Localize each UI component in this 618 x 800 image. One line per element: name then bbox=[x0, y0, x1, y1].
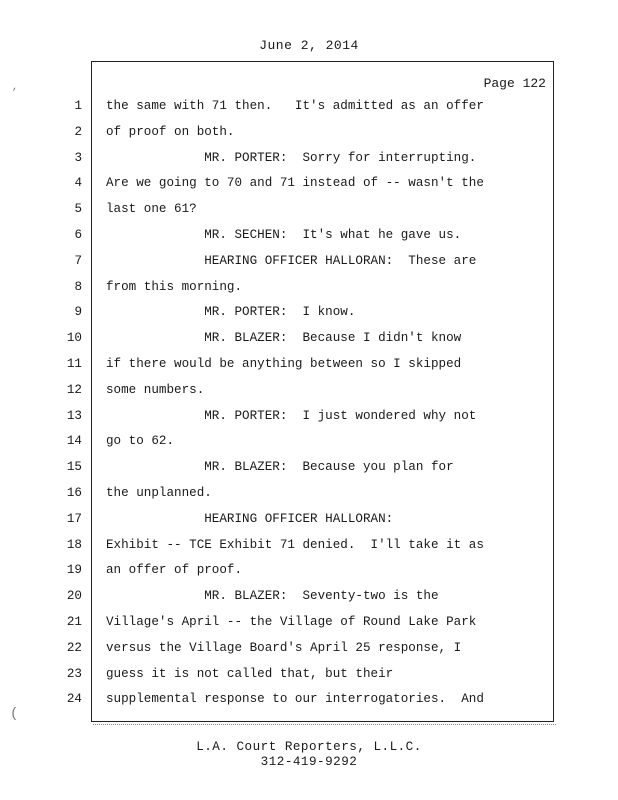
transcript-date: June 2, 2014 bbox=[259, 38, 359, 53]
line-number: 15 bbox=[66, 460, 82, 475]
transcript-line bbox=[0, 429, 618, 455]
line-number: 8 bbox=[74, 279, 82, 294]
line-number: 17 bbox=[66, 511, 82, 526]
line-number: 13 bbox=[66, 408, 82, 423]
transcript-line bbox=[0, 378, 618, 404]
transcript-line bbox=[0, 120, 618, 146]
transcript-line bbox=[0, 558, 618, 584]
transcript-line bbox=[0, 584, 618, 610]
line-text: go to 62. bbox=[106, 434, 175, 449]
line-text: from this morning. bbox=[106, 279, 243, 294]
transcript-line bbox=[0, 507, 618, 533]
line-number: 5 bbox=[74, 202, 82, 217]
line-number: 11 bbox=[66, 356, 82, 371]
line-text: MR. BLAZER: Because you plan for bbox=[106, 460, 454, 475]
transcript-body bbox=[0, 94, 618, 713]
line-text: MR. SECHEN: It's what he gave us. bbox=[106, 227, 462, 242]
transcript-line bbox=[0, 404, 618, 430]
transcript-line bbox=[0, 352, 618, 378]
court-reporter-name: L.A. Court Reporters, L.L.C. bbox=[196, 740, 422, 754]
line-text: guess it is not called that, but their bbox=[106, 666, 394, 681]
transcript-line bbox=[0, 687, 618, 713]
transcript-line bbox=[0, 662, 618, 688]
transcript-line bbox=[0, 197, 618, 223]
line-number: 14 bbox=[66, 434, 82, 449]
transcript-line bbox=[0, 146, 618, 172]
transcript-line bbox=[0, 223, 618, 249]
scan-speck: ( bbox=[10, 706, 19, 722]
line-number: 7 bbox=[74, 253, 82, 268]
transcript-line bbox=[0, 94, 618, 120]
line-text: Are we going to 70 and 71 instead of -- wasn't the bbox=[106, 176, 484, 191]
transcript-line bbox=[0, 300, 618, 326]
line-number: 24 bbox=[66, 692, 82, 707]
transcript-line bbox=[0, 326, 618, 352]
transcript-line bbox=[0, 275, 618, 301]
line-text: if there would be anything between so I skipped bbox=[106, 356, 462, 371]
transcript-line bbox=[0, 455, 618, 481]
line-number: 4 bbox=[74, 176, 82, 191]
transcript-line bbox=[0, 481, 618, 507]
line-text: of proof on both. bbox=[106, 124, 235, 139]
line-number: 19 bbox=[66, 563, 82, 578]
frame-edge bbox=[93, 724, 556, 727]
line-number: 10 bbox=[66, 331, 82, 346]
line-text: Village's April -- the Village of Round Lake Park bbox=[106, 614, 477, 629]
line-text: versus the Village Board's April 25 response, I bbox=[106, 640, 462, 655]
line-number: 20 bbox=[66, 589, 82, 604]
line-text: MR. PORTER: Sorry for interrupting. bbox=[106, 150, 477, 165]
line-text: MR. BLAZER: Because I didn't know bbox=[106, 331, 462, 346]
line-number: 16 bbox=[66, 485, 82, 500]
transcript-line bbox=[0, 249, 618, 275]
line-text: HEARING OFFICER HALLORAN: These are bbox=[106, 253, 477, 268]
line-number: 3 bbox=[74, 150, 82, 165]
line-number: 9 bbox=[74, 305, 82, 320]
line-number: 6 bbox=[74, 227, 82, 242]
line-number: 23 bbox=[66, 666, 82, 681]
line-text: supplemental response to our interrogatories. And bbox=[106, 692, 484, 707]
line-number: 12 bbox=[66, 382, 82, 397]
line-number: 18 bbox=[66, 537, 82, 552]
line-text: MR. BLAZER: Seventy-two is the bbox=[106, 589, 439, 604]
line-number: 22 bbox=[66, 640, 82, 655]
line-number: 2 bbox=[74, 124, 82, 139]
line-text: HEARING OFFICER HALLORAN: bbox=[106, 511, 394, 526]
line-text: last one 61? bbox=[106, 202, 197, 217]
line-number: 1 bbox=[74, 99, 82, 113]
transcript-line bbox=[0, 533, 618, 559]
line-text: MR. PORTER: I know. bbox=[106, 305, 356, 320]
scan-speck: , bbox=[12, 82, 19, 93]
transcript-line bbox=[0, 610, 618, 636]
court-reporter-phone: 312-419-9292 bbox=[260, 755, 358, 769]
transcript-line bbox=[0, 171, 618, 197]
line-text: Exhibit -- TCE Exhibit 71 denied. I'll take it as bbox=[106, 537, 484, 552]
transcript-line bbox=[0, 636, 618, 662]
line-text: an offer of proof. bbox=[106, 563, 243, 578]
line-number: 21 bbox=[66, 614, 82, 629]
page-number: Page 122 bbox=[483, 76, 546, 91]
line-text: the unplanned. bbox=[106, 485, 212, 500]
line-text: the same with 71 then. It's admitted as an offer bbox=[106, 99, 484, 113]
line-text: some numbers. bbox=[106, 382, 205, 397]
line-text: MR. PORTER: I just wondered why not bbox=[106, 408, 477, 423]
